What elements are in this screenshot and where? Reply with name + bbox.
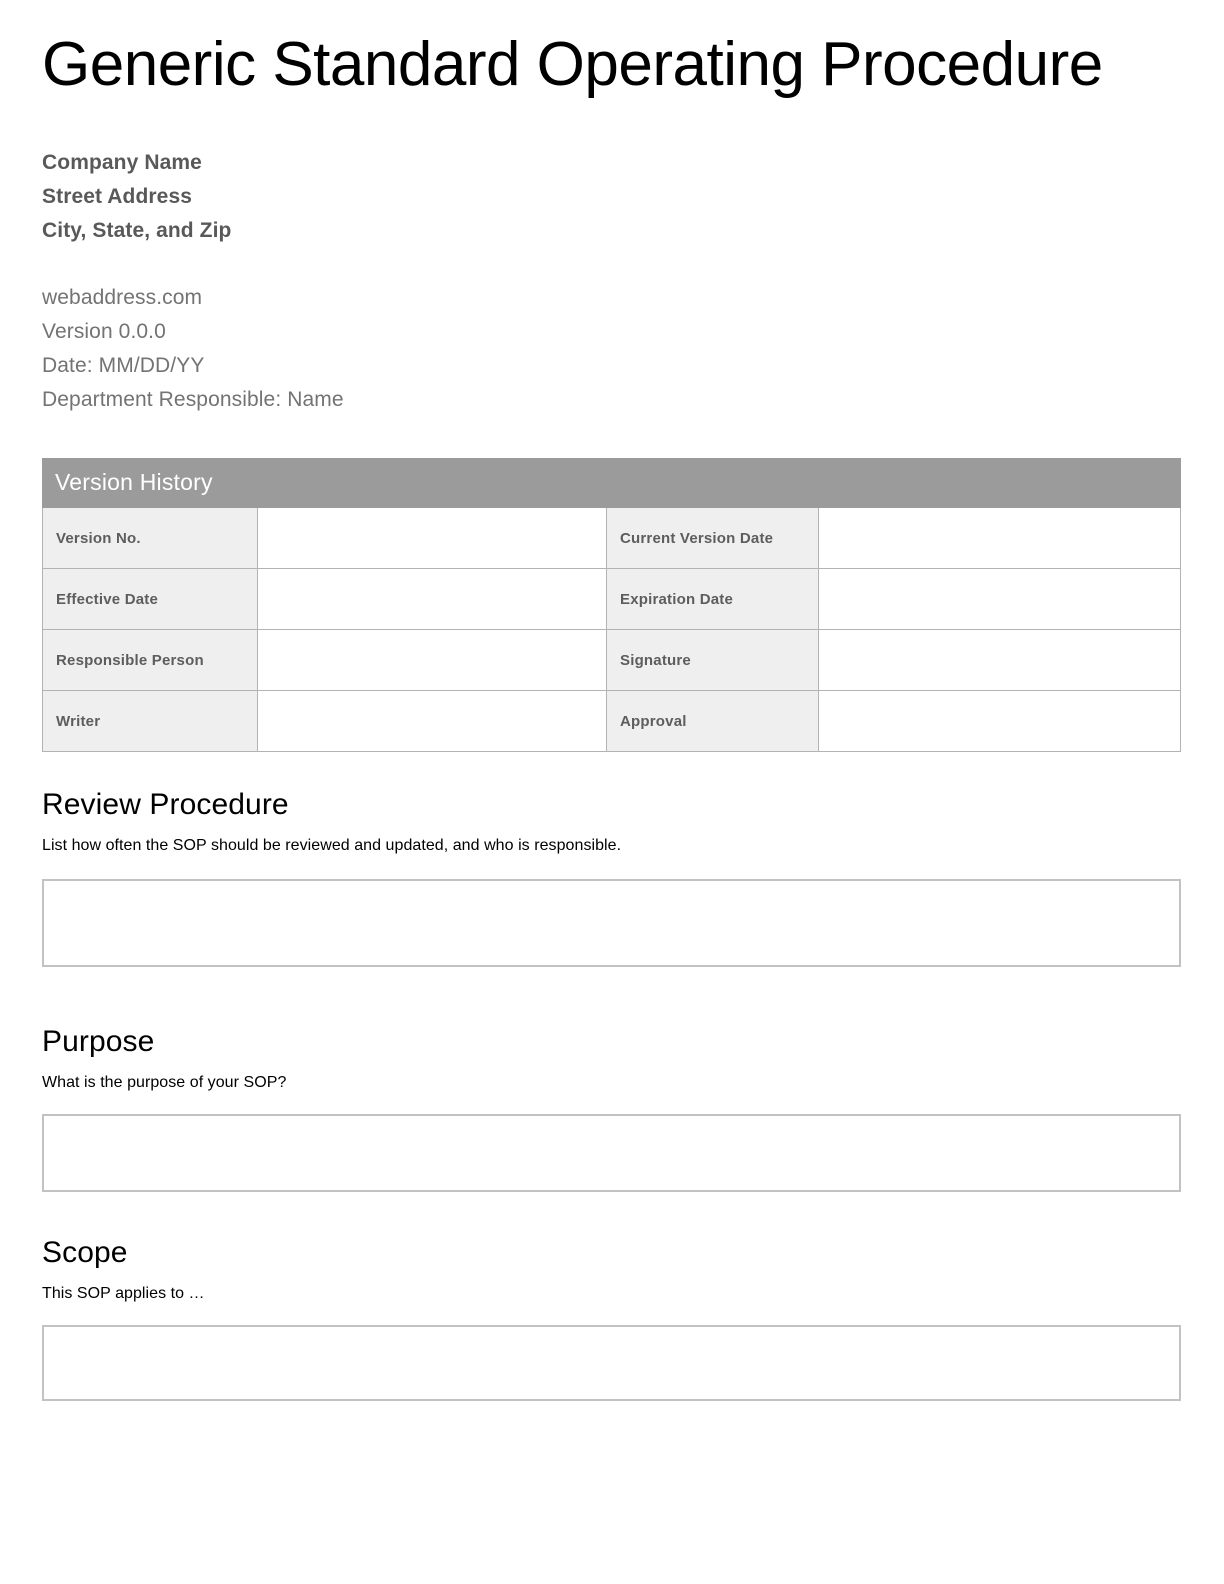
field-effective-date[interactable] xyxy=(258,569,607,630)
company-name-line: Company Name xyxy=(42,151,202,174)
section-title-scope: Scope xyxy=(42,1236,128,1269)
document-meta-block xyxy=(42,281,344,417)
answer-box-review-procedure[interactable] xyxy=(42,879,1181,967)
version-history-table xyxy=(42,458,1181,752)
web-address-line: webaddress.com xyxy=(42,286,203,309)
version-line: Version 0.0.0 xyxy=(42,320,166,343)
section-review-procedure xyxy=(42,788,1181,967)
label-current-version-date: Current Version Date xyxy=(607,508,819,569)
section-purpose xyxy=(42,1025,1181,1192)
field-current-version-date[interactable] xyxy=(819,508,1181,569)
label-approval: Approval xyxy=(607,691,819,752)
date-line: Date: MM/DD/YY xyxy=(42,354,205,377)
department-responsible-line: Department Responsible: Name xyxy=(42,388,344,411)
version-history-caption-row xyxy=(43,459,1181,508)
table-row xyxy=(43,630,1181,691)
answer-box-scope[interactable] xyxy=(42,1325,1181,1401)
field-expiration-date[interactable] xyxy=(819,569,1181,630)
label-expiration-date: Expiration Date xyxy=(607,569,819,630)
table-row xyxy=(43,691,1181,752)
street-address-line: Street Address xyxy=(42,185,193,208)
city-state-zip-line: City, State, and Zip xyxy=(42,219,232,242)
section-prompt-purpose: What is the purpose of your SOP? xyxy=(42,1073,287,1091)
label-effective-date: Effective Date xyxy=(43,569,258,630)
version-history-caption: Version History xyxy=(43,459,1181,508)
section-prompt-scope: This SOP applies to … xyxy=(42,1284,205,1302)
company-info-block xyxy=(42,146,231,248)
field-version-no[interactable] xyxy=(258,508,607,569)
label-version-no: Version No. xyxy=(43,508,258,569)
field-signature[interactable] xyxy=(819,630,1181,691)
field-responsible-person[interactable] xyxy=(258,630,607,691)
field-writer[interactable] xyxy=(258,691,607,752)
section-scope xyxy=(42,1236,1181,1401)
answer-box-purpose[interactable] xyxy=(42,1114,1181,1192)
table-row xyxy=(43,508,1181,569)
label-signature: Signature xyxy=(607,630,819,691)
section-prompt-review-procedure: List how often the SOP should be reviewed and updated, and who is responsible. xyxy=(42,836,622,854)
section-title-purpose: Purpose xyxy=(42,1025,155,1058)
table-row xyxy=(43,569,1181,630)
label-responsible-person: Responsible Person xyxy=(43,630,258,691)
label-writer: Writer xyxy=(43,691,258,752)
section-title-review-procedure: Review Procedure xyxy=(42,788,289,821)
field-approval[interactable] xyxy=(819,691,1181,752)
page-title: Generic Standard Operating Procedure xyxy=(42,30,1103,99)
